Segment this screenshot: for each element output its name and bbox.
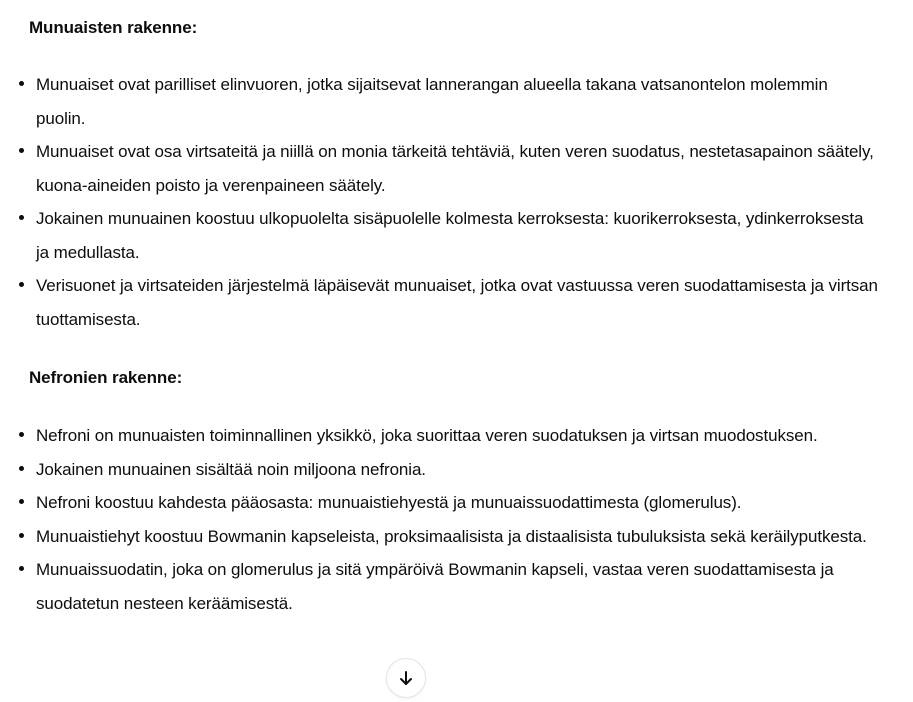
bullet-icon xyxy=(19,533,24,538)
bullet-icon xyxy=(19,499,24,504)
list-item: Nefroni koostuu kahdesta pääosasta: munuaistiehyestä ja munuaissuodattimesta (glomerulus). xyxy=(0,486,880,520)
bullet-icon xyxy=(19,148,24,153)
list-item: Jokainen munuainen koostuu ulkopuolelta sisäpuolelle kolmesta kerroksesta: kuorikerroksesta, ydinkerroksesta ja medullasta. xyxy=(0,202,880,269)
list-item: Munuaissuodatin, joka on glomerulus ja sitä ympäröivä Bowmanin kapseli, vastaa veren suodattamisesta ja suodatetun nesteen keräämisestä. xyxy=(0,553,880,620)
bullet-icon xyxy=(19,215,24,220)
bullet-icon xyxy=(19,282,24,287)
list-item: Jokainen munuainen sisältää noin miljoona nefronia. xyxy=(0,453,880,487)
section-heading-nephron-structure: Nefronien rakenne: xyxy=(29,368,183,387)
list-item: Munuaiset ovat parilliset elinvuoren, jotka sijaitsevat lannerangan alueella takana vatsanontelon molemmin puolin. xyxy=(0,68,880,135)
nephron-structure-list xyxy=(0,419,880,620)
bullet-icon xyxy=(19,432,24,437)
scroll-to-bottom-button[interactable] xyxy=(386,658,426,698)
bullet-icon xyxy=(19,466,24,471)
bullet-icon xyxy=(19,81,24,86)
section-heading-kidney-structure: Munuaisten rakenne: xyxy=(29,18,198,37)
list-item: Verisuonet ja virtsateiden järjestelmä läpäisevät munuaiset, jotka ovat vastuussa veren suodattamisesta ja virtsan tuottamisesta. xyxy=(0,269,880,336)
bullet-icon xyxy=(19,566,24,571)
list-item: Nefroni on munuaisten toiminnallinen yksikkö, joka suorittaa veren suodatuksen ja virtsan muodostuksen. xyxy=(0,419,880,453)
list-item: Munuaiset ovat osa virtsateitä ja niillä on monia tärkeitä tehtäviä, kuten veren suodatus, nestetasapainon säätely, kuona-aineiden poisto ja verenpaineen säätely. xyxy=(0,135,880,202)
arrow-down-icon xyxy=(397,669,415,687)
kidney-structure-list xyxy=(0,68,880,336)
list-item: Munuaistiehyt koostuu Bowmanin kapseleista, proksimaalisista ja distaalisista tubuluksista sekä keräilyputkesta. xyxy=(0,520,880,554)
